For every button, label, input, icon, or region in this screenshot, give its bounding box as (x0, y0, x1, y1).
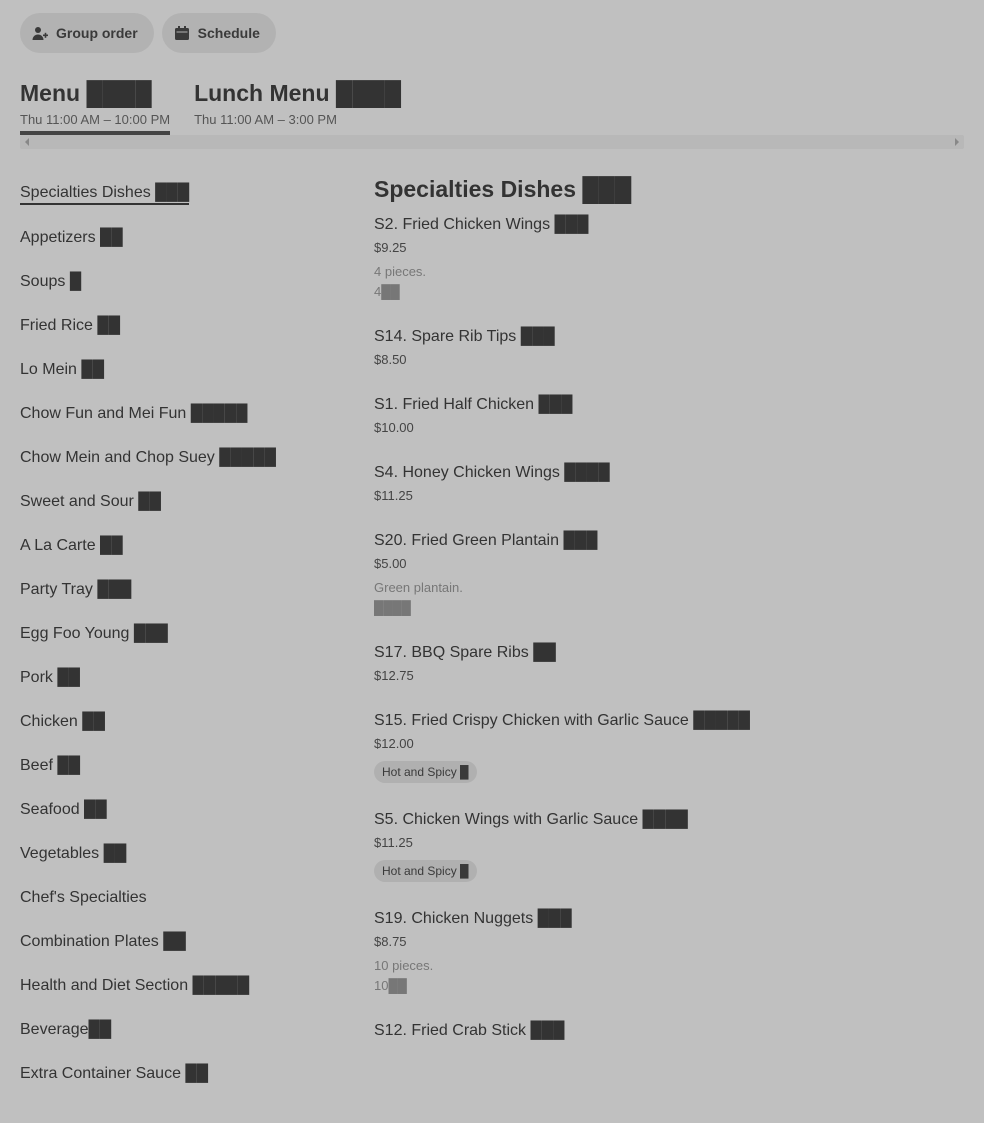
sidebar-item-beverage[interactable] (20, 1008, 340, 1052)
menu-item-card[interactable] (374, 394, 964, 436)
dish-name: S1. Fried Half Chicken ███ (374, 396, 573, 413)
sidebar-item-beef[interactable] (20, 744, 340, 788)
section-title: Specialties Dishes ███ (374, 176, 632, 202)
dish-description: 10 pieces. (374, 958, 434, 973)
menu-item-card[interactable] (374, 809, 964, 882)
dish-name: S19. Chicken Nuggets ███ (374, 910, 572, 927)
sidebar-item-label: Lo Mein ██ (20, 361, 105, 378)
menu-item-card[interactable] (374, 710, 964, 783)
tab-lunch-menu-hours: Thu 11:00 AM – 3:00 PM (194, 112, 337, 127)
sidebar-item-label: Chicken ██ (20, 713, 105, 730)
tab-lunch-menu-title: Lunch Menu ████ (194, 80, 402, 106)
sidebar-item-party-tray[interactable] (20, 568, 340, 612)
sidebar-item-label: Beverage██ (20, 1021, 112, 1038)
dish-name: S4. Honey Chicken Wings ████ (374, 464, 610, 481)
dish-description-alt: 4██ (374, 284, 400, 299)
sidebar-item-label: Health and Diet Section █████ (20, 977, 250, 994)
dish-price: $5.00 (374, 556, 407, 571)
sidebar-item-egg-foo-young[interactable] (20, 612, 340, 656)
sidebar-item-label: Appetizers ██ (20, 229, 123, 246)
sidebar-item-label: Beef ██ (20, 757, 81, 774)
category-sidebar (20, 172, 340, 1096)
tab-menu[interactable] (20, 78, 170, 135)
sidebar-item-vegetables[interactable] (20, 832, 340, 876)
sidebar-item-sweet-and-sour[interactable] (20, 480, 340, 524)
hot-and-spicy-badge: Hot and Spicy █ (374, 761, 477, 783)
horizontal-scrollbar[interactable] (20, 135, 964, 149)
dish-name: S5. Chicken Wings with Garlic Sauce ████ (374, 811, 688, 828)
menu-tabs (20, 78, 401, 135)
menu-item-card[interactable] (374, 462, 964, 504)
dish-name: S14. Spare Rib Tips ███ (374, 328, 555, 345)
sidebar-item-chicken[interactable] (20, 700, 340, 744)
menu-item-card[interactable] (374, 326, 964, 368)
menu-item-card[interactable] (374, 214, 964, 300)
sidebar-item-lo-mein[interactable] (20, 348, 340, 392)
sidebar-item-extra-container-sauce[interactable] (20, 1052, 340, 1096)
sidebar-item-label: Party Tray ███ (20, 581, 132, 598)
sidebar-item-label: Specialties Dishes ███ (20, 184, 189, 205)
dish-name: S20. Fried Green Plantain ███ (374, 532, 598, 549)
dish-name: S2. Fried Chicken Wings ███ (374, 216, 589, 233)
sidebar-item-label: Soups █ (20, 273, 82, 290)
sidebar-item-combination-plates[interactable] (20, 920, 340, 964)
dish-description: 4 pieces. (374, 264, 427, 279)
menu-section (374, 172, 964, 1068)
sidebar-item-label: Chow Mein and Chop Suey █████ (20, 449, 276, 466)
sidebar-item-pork[interactable] (20, 656, 340, 700)
schedule-button[interactable] (162, 13, 276, 53)
menu-item-card[interactable] (374, 908, 964, 994)
sidebar-item-appetizers[interactable] (20, 216, 340, 260)
sidebar-item-a-la-carte[interactable] (20, 524, 340, 568)
sidebar-item-label: Extra Container Sauce ██ (20, 1065, 209, 1082)
sidebar-item-label: Combination Plates ██ (20, 933, 186, 950)
sidebar-item-label: Egg Foo Young ███ (20, 625, 168, 642)
tab-menu-title: Menu ████ (20, 80, 152, 106)
schedule-label: Schedule (197, 25, 260, 41)
dish-price: $8.50 (374, 352, 407, 367)
tab-lunch-menu[interactable] (194, 78, 401, 135)
top-buttons (20, 13, 276, 53)
menu-item-card[interactable] (374, 1020, 964, 1042)
add-person-icon (32, 25, 48, 41)
sidebar-item-label: Vegetables ██ (20, 845, 127, 862)
dish-name: S17. BBQ Spare Ribs ██ (374, 644, 556, 661)
dish-price: $8.75 (374, 934, 407, 949)
dish-price: $12.75 (374, 668, 414, 683)
dish-price: $11.25 (374, 835, 413, 850)
sidebar-item-health-and-diet[interactable] (20, 964, 340, 1008)
sidebar-item-label: A La Carte ██ (20, 537, 123, 554)
calendar-icon (174, 25, 190, 41)
sidebar-item-fried-rice[interactable] (20, 304, 340, 348)
menu-item-card[interactable] (374, 530, 964, 616)
scroll-right-icon[interactable] (955, 138, 959, 146)
sidebar-item-label: Seafood ██ (20, 801, 107, 818)
dish-price: $11.25 (374, 488, 413, 503)
group-order-button[interactable] (20, 13, 154, 53)
sidebar-item-label: Pork ██ (20, 669, 81, 686)
dish-description-alt: 10██ (374, 978, 407, 993)
sidebar-item-label: Sweet and Sour ██ (20, 493, 161, 510)
dish-name: S12. Fried Crab Stick ███ (374, 1022, 565, 1039)
sidebar-item-soups[interactable] (20, 260, 340, 304)
dish-price: $10.00 (374, 420, 414, 435)
tab-menu-hours: Thu 11:00 AM – 10:00 PM (20, 112, 171, 127)
sidebar-item-label: Fried Rice ██ (20, 317, 121, 334)
hot-and-spicy-badge: Hot and Spicy █ (374, 860, 477, 882)
menu-item-card[interactable] (374, 642, 964, 684)
sidebar-item-chow-mein[interactable] (20, 436, 340, 480)
dish-name: S15. Fried Crispy Chicken with Garlic Sauce █████ (374, 712, 750, 729)
group-order-label: Group order (56, 25, 138, 41)
dish-description: Green plantain. (374, 580, 463, 595)
dish-price: $12.00 (374, 736, 414, 751)
sidebar-item-chefs-specialties[interactable] (20, 876, 340, 920)
sidebar-item-label: Chow Fun and Mei Fun █████ (20, 405, 248, 422)
sidebar-item-chow-fun[interactable] (20, 392, 340, 436)
dish-description-alt: ████ (374, 600, 411, 615)
sidebar-item-specialties-dishes[interactable] (20, 172, 340, 216)
sidebar-item-label: Chef's Specialties (20, 889, 147, 906)
scroll-left-icon[interactable] (25, 138, 29, 146)
sidebar-item-seafood[interactable] (20, 788, 340, 832)
dish-price: $9.25 (374, 240, 407, 255)
